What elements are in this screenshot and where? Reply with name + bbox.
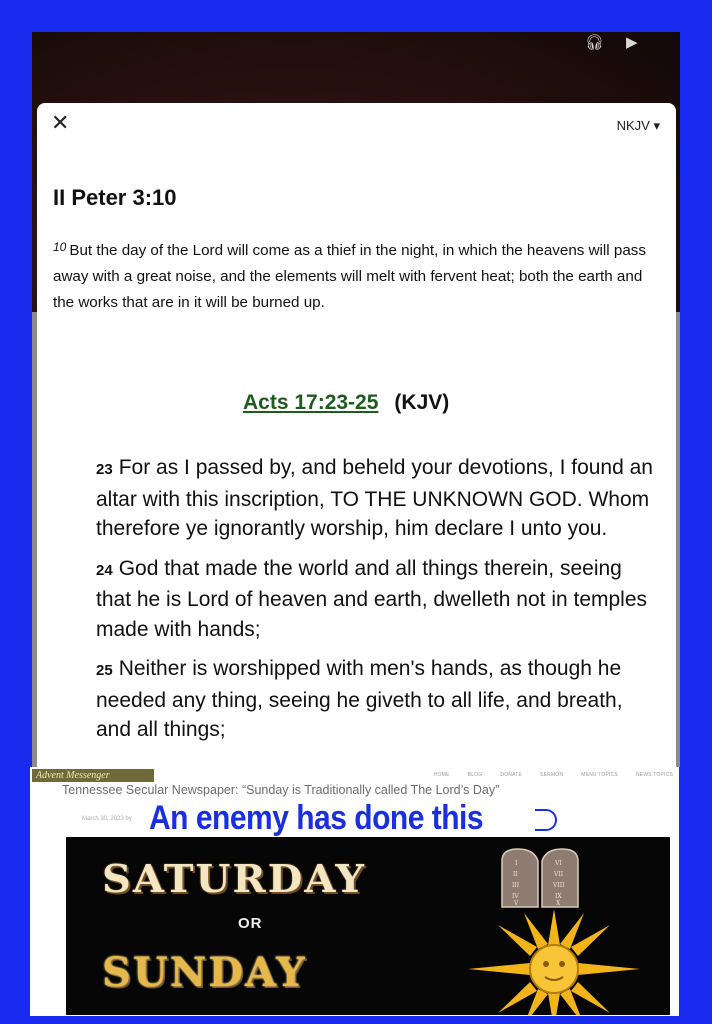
acts-verses — [96, 453, 656, 755]
svg-text:III: III — [512, 882, 520, 889]
nav-item[interactable]: HOME — [433, 772, 450, 778]
version-selector[interactable]: NKJV ▾ — [616, 118, 660, 133]
sun-icon — [466, 907, 642, 1015]
verse-item — [96, 654, 656, 745]
verse-number: 23 — [96, 461, 113, 478]
article-date: March 30, 2023 by — [82, 816, 132, 822]
scribble-mark — [535, 809, 557, 831]
svg-text:II: II — [513, 871, 518, 878]
saturday-sunday-poster — [66, 837, 670, 1015]
close-icon[interactable]: ✕ — [51, 111, 70, 136]
headphones-icon[interactable]: 🎧︎ — [585, 33, 605, 51]
svg-text:IV: IV — [512, 893, 519, 900]
verse-number: 25 — [96, 662, 113, 679]
media-controls — [585, 34, 638, 50]
verse-body: Neither is worshipped with men's hands, as though he needed any thing, seeing he giveth to all life, and breath, and all things; — [96, 657, 623, 741]
verse-text — [53, 234, 665, 316]
svg-text:X: X — [556, 900, 561, 907]
nav-item[interactable]: DONATE — [500, 772, 523, 778]
verse-body: God that made the world and all things therein, seeing that he is Lord of heaven and earth, dwelleth not in temples made with hands; — [96, 556, 648, 641]
verse-body: But the day of the Lord will come as a thief in the night, in which the heavens will pass away with a great noise, and the elements will melt with fervent heat; both the earth and the works that are in it will be burned up. — [53, 242, 646, 311]
site-nav — [434, 772, 673, 778]
overlay-caption: An enemy has done this — [149, 799, 484, 837]
verse-number: 10 — [53, 240, 67, 254]
svg-text:I: I — [515, 860, 518, 867]
svg-text:VII: VII — [554, 871, 564, 878]
acts-reference: Acts 17:23-25 — [243, 391, 379, 414]
verse-body: For as I passed by, and beheld your devotions, I found an altar with this inscription, TO THE UNKNOWN GOD. Whom therefore ye ignorantly worship, him declare I unto you. — [96, 456, 653, 540]
svg-text:VIII: VIII — [553, 882, 565, 889]
svg-text:V: V — [514, 900, 519, 907]
verse-number: 24 — [96, 561, 113, 579]
scripture-image — [37, 323, 676, 767]
nav-item[interactable]: BLOG — [467, 772, 483, 778]
news-screenshot — [30, 767, 679, 1016]
verse-item — [96, 554, 656, 645]
video-icon[interactable]: ▶︎ — [626, 33, 638, 51]
svg-text:VI: VI — [555, 860, 562, 867]
nav-item[interactable]: NEWS TOPICS — [635, 772, 673, 778]
nav-item[interactable]: MENU TOPICS — [581, 772, 618, 778]
poster-bottom-word: SUNDAY — [102, 949, 307, 996]
verse-modal — [37, 103, 676, 323]
site-logo: Advent Messenger — [32, 769, 154, 782]
article-headline: Tennessee Secular Newspaper: “Sunday is Traditionally called The Lord’s Day” — [62, 783, 500, 797]
verse-item — [96, 453, 656, 544]
acts-version: (KJV) — [394, 391, 450, 414]
commandment-tablets-icon — [498, 847, 582, 909]
svg-text:IX: IX — [555, 893, 562, 900]
nav-item[interactable]: SERMON — [540, 772, 564, 778]
poster-middle-word: OR — [238, 915, 263, 932]
poster-top-word: SATURDAY — [102, 857, 366, 902]
acts-heading — [243, 391, 449, 415]
page-title: II Peter 3:10 — [53, 185, 177, 210]
